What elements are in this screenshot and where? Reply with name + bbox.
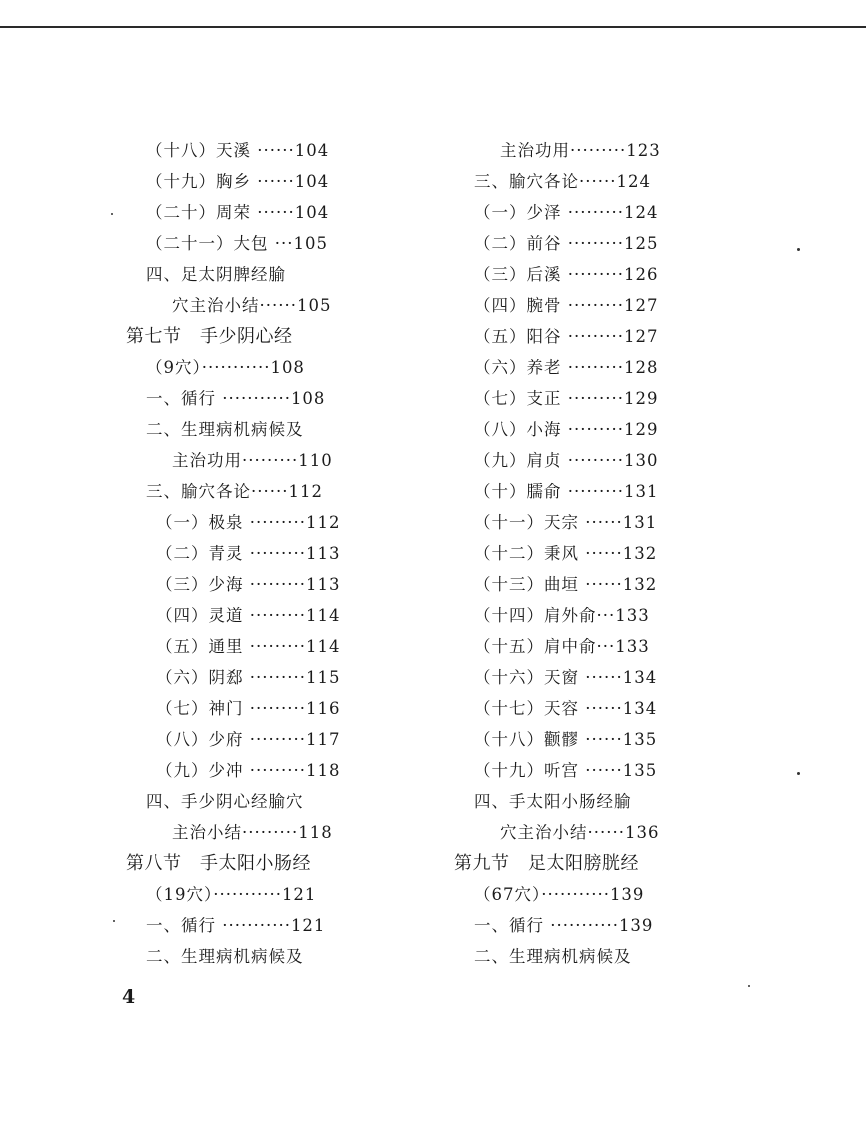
- toc-section-heading: 第七节 手少阴心经: [126, 326, 293, 347]
- toc-entry: （十九）胸乡 ······104: [146, 172, 330, 191]
- toc-entry: （三）少海 ·········113: [156, 575, 341, 594]
- page-number: 4: [122, 986, 136, 1008]
- toc-left-column: [126, 135, 426, 972]
- toc-entry: （三）后溪 ·········126: [474, 265, 659, 284]
- toc-entry: （五）阳谷 ·········127: [474, 327, 659, 346]
- toc-entry: （六）阴郄 ·········115: [156, 668, 341, 687]
- toc-entry: （一）极泉 ·········112: [156, 513, 341, 532]
- toc-entry: （八）小海 ·········129: [474, 420, 659, 439]
- toc-entry: 主治小结·········118: [172, 823, 333, 842]
- toc-entry: 三、腧穴各论······124: [474, 172, 651, 191]
- toc-entry: 主治功用·········110: [172, 451, 333, 470]
- toc-entry: 三、腧穴各论······112: [146, 482, 323, 501]
- toc-entry: 四、手太阳小肠经腧: [474, 792, 632, 811]
- toc-entry: （十四）肩外俞···133: [474, 606, 650, 625]
- scan-speck: [797, 772, 800, 775]
- scan-speck: [797, 248, 800, 251]
- toc-entry: （67穴）···········139: [474, 885, 645, 904]
- toc-entry: （九）少冲 ·········118: [156, 761, 341, 780]
- toc-entry: 一、循行 ···········108: [146, 389, 326, 408]
- toc-entry: 四、手少阴心经腧穴: [146, 792, 304, 811]
- toc-entry: （二）青灵 ·········113: [156, 544, 341, 563]
- toc-entry: （八）少府 ·········117: [156, 730, 341, 749]
- toc-entry: （十三）曲垣 ······132: [474, 575, 658, 594]
- toc-entry: （六）养老 ·········128: [474, 358, 659, 377]
- toc-entry: （二十一）大包 ···105: [146, 234, 328, 253]
- toc-entry: （十九）听宫 ······135: [474, 761, 658, 780]
- toc-entry: （十八）天溪 ······104: [146, 141, 330, 160]
- toc-entry: 二、生理病机病候及: [474, 947, 632, 966]
- toc-entry: （四）腕骨 ·········127: [474, 296, 659, 315]
- toc-entry: （十六）天窗 ······134: [474, 668, 658, 687]
- toc-entry: 二、生理病机病候及: [146, 947, 304, 966]
- toc-entry: （十二）秉风 ······132: [474, 544, 658, 563]
- toc-entry: （一）少泽 ·········124: [474, 203, 659, 222]
- toc-entry: （二十）周荣 ······104: [146, 203, 330, 222]
- toc-entry: （十八）颧髎 ······135: [474, 730, 658, 749]
- scan-speck: [111, 213, 113, 215]
- toc-entry: （七）支正 ·········129: [474, 389, 659, 408]
- toc-entry: （二）前谷 ·········125: [474, 234, 659, 253]
- toc-entry: （四）灵道 ·········114: [156, 606, 341, 625]
- toc-entry: （九）肩贞 ·········130: [474, 451, 659, 470]
- toc-entry: 穴主治小结······105: [172, 296, 332, 315]
- toc-entry: （十七）天容 ······134: [474, 699, 658, 718]
- toc-entry: （9穴）···········108: [146, 358, 305, 377]
- toc-entry: 一、循行 ···········121: [146, 916, 326, 935]
- scan-speck: [748, 985, 750, 987]
- toc-entry: 穴主治小结······136: [500, 823, 660, 842]
- toc-section-heading: 第八节 手太阳小肠经: [126, 853, 311, 874]
- toc-section-heading: 第九节 足太阳膀胱经: [454, 853, 639, 874]
- toc-entry: 二、生理病机病候及: [146, 420, 304, 439]
- toc-entry: 主治功用·········123: [500, 141, 661, 160]
- toc-entry: （七）神门 ·········116: [156, 699, 341, 718]
- toc-entry: （19穴）···········121: [146, 885, 317, 904]
- top-rule: [0, 26, 866, 28]
- toc-entry: 四、足太阴脾经腧: [146, 265, 286, 284]
- scan-speck: [113, 920, 115, 922]
- toc-entry: （十五）肩中俞···133: [474, 637, 650, 656]
- toc-entry: （十一）天宗 ······131: [474, 513, 658, 532]
- toc-entry: 一、循行 ···········139: [474, 916, 654, 935]
- toc-right-column: [454, 135, 754, 972]
- toc-entry: （十）臑俞 ·········131: [474, 482, 659, 501]
- toc-entry: （五）通里 ·········114: [156, 637, 341, 656]
